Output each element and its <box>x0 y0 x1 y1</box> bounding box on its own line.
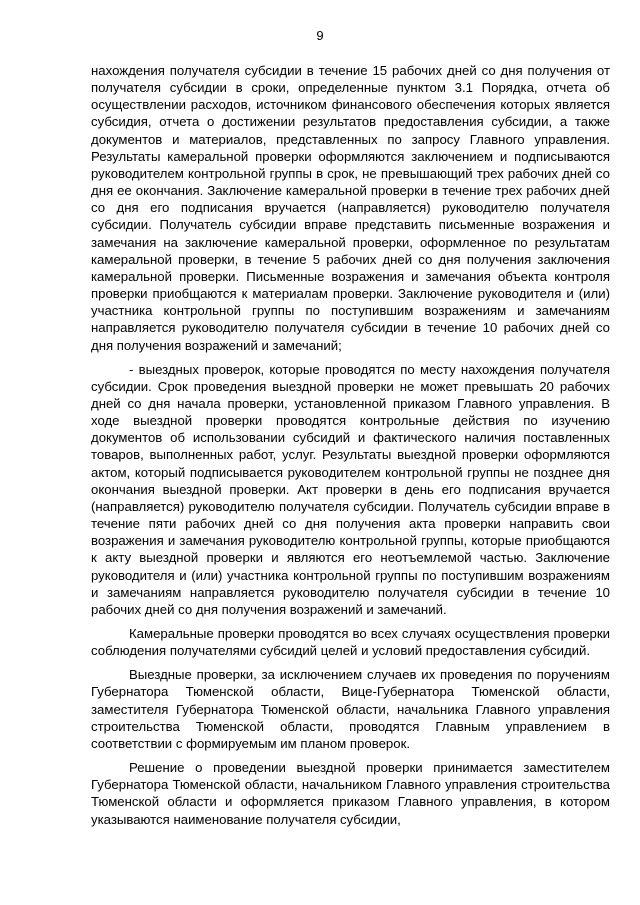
page-number: 9 <box>316 28 324 43</box>
paragraph-field-audits: - выездных проверок, которые проводятся по месту нахождения получателя субсидии. Срок проведения выездной проверки не может превышать 20 рабочих дней со дня начала проверки, установленной приказом Главного управления. В ходе выездной проверки проводятся контрольные действия по изучению документов об использовании субсидий и фактического наличия поставленных товаров, выполненных работ, услуг. Результаты выездной проверки оформляются актом, который подписывается руководителем контрольной группы не позднее дня окончания выездной проверки. Акт проверки в день его подписания вручается (направляется) руководителю получателя субсидии. Получатель субсидии вправе в течение пяти рабочих дней со дня получения акта проверки направить свои возражения и замечания руководителю контрольной группы, которые приобщаются к акту выездной проверки и являются его неотъемлемой частью. Заключение руководителя и (или) участника контрольной группы по поступившим возражениям и замечаниям направляется руководителю получателя субсидии в течение 10 рабочих дней со дня получения возражений и замечаний. <box>91 361 610 617</box>
paragraph-field-audit-decision: Решение о проведении выездной проверки принимается заместителем Губернатора Тюменской области, начальником Главного управления строительства Тюменской области и оформляется приказом Главного управления, в котором указываются наименование получателя субсидии, <box>91 760 610 827</box>
paragraph-desk-audits-scope: Камеральные проверки проводятся во всех случаях осуществления проверки соблюдения получателями субсидий целей и условий предоставления субсидий. <box>91 626 610 659</box>
document-body <box>91 62 610 828</box>
paragraph-desk-audit-continuation: нахождения получателя субсидии в течение 15 рабочих дней со дня получения от получателя субсидии в сроки, определенные пунктом 3.1 Порядка, отчета об осуществлении расходов, источником финансового обеспечения которых является субсидия, отчета о достижении результатов предоставления субсидии, а также документов и материалов, представленных по запросу Главного управления. Результаты камеральной проверки оформляются заключением и подписываются руководителем контрольной группы в срок, не превышающий трех рабочих дней со дня ее окончания. Заключение камеральной проверки в течение трех рабочих дней со дня его подписания вручается (направляется) руководителю получателя субсидии. Получатель субсидии вправе представить письменные возражения и замечания на заключение камеральной проверки, оформленное по результатам камеральной проверки, в течение 5 рабочих дней со дня получения заключения камеральной проверки. Письменные возражения и замечания объекта контроля проверки приобщаются к материалам проверки. Заключение руководителя и (или) участника контрольной группы по поступившим возражениям и замечаниям направляется руководителю получателя субсидии в течение 10 рабочих дней со дня получения возражений и замечаний; <box>91 63 610 353</box>
paragraph-field-audits-plan: Выездные проверки, за исключением случаев их проведения по поручениям Губернатора Тюменской области, Вице-Губернатора Тюменской области, заместителя Губернатора Тюменской области, начальника Главного управления строительства Тюменской области, проводятся Главным управлением в соответствии с формируемым им планом проверок. <box>91 667 610 751</box>
